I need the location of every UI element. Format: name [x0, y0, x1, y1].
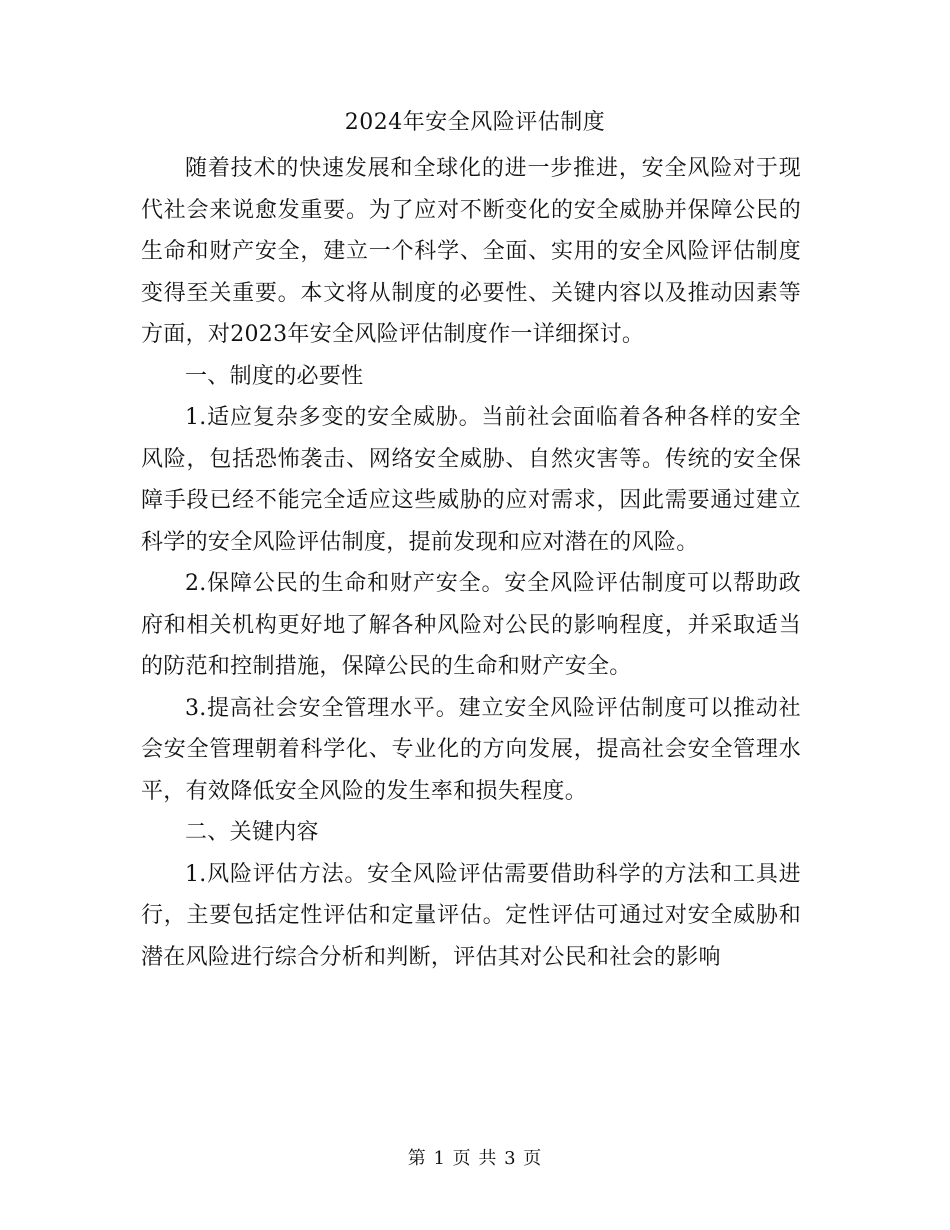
paragraph-necessity-3: 3.提高社会安全管理水平。建立安全风险评估制度可以推动社会安全管理朝着科学化、专业化的方向发展，提高社会安全管理水平，有效降低安全风险的发生率和损失程度。 — [141, 695, 801, 804]
paragraph-necessity-1: 1.适应复杂多变的安全威胁。当前社会面临着各种各样的安全风险，包括恐怖袭击、网络安全威胁、自然灾害等。传统的安全保障手段已经不能完全适应这些威胁的应对需求，因此需要通过建立科学的安全风险评估制度，提前发现和应对潜在的风险。 — [141, 405, 801, 555]
document-body — [141, 148, 801, 978]
paragraph-necessity-2: 2.保障公民的生命和财产安全。安全风险评估制度可以帮助政府和相关机构更好地了解各种风险对公民的影响程度，并采取适当的防范和控制措施，保障公民的生命和财产安全。 — [141, 571, 801, 679]
section-heading-key-content: 二、关键内容 — [185, 820, 319, 845]
page-footer: 第 1 页 共 3 页 — [407, 1148, 543, 1169]
document-title: 2024年安全风险评估制度 — [344, 110, 606, 135]
section-heading-necessity: 一、制度的必要性 — [185, 363, 364, 389]
paragraph-key-content-1: 1.风险评估方法。安全风险评估需要借助科学的方法和工具进行，主要包括定性评估和定量评估。定性评估可通过对安全威胁和潜在风险进行综合分析和判断，评估其对公民和社会的影响 — [141, 861, 801, 970]
intro-paragraph: 随着技术的快速发展和全球化的进一步推进，安全风险对于现代社会来说愈发重要。为了应对不断变化的安全威胁并保障公民的生命和财产安全，建立一个科学、全面、实用的安全风险评估制度变得至关重要。本文将从制度的必要性、关键内容以及推动因素等方面，对2023年安全风险评估制度作一详细探讨。 — [141, 156, 801, 347]
